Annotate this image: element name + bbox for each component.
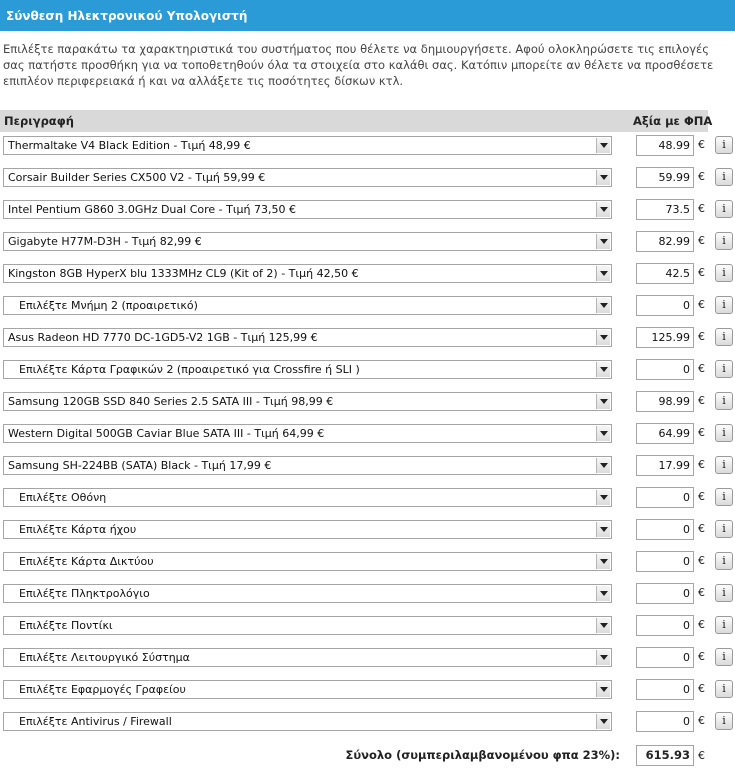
price-field: 64.99	[636, 423, 694, 444]
info-button[interactable]: i	[715, 296, 733, 314]
component-select-label: Corsair Builder Series CX500 V2 - Τιμή 59,99 €	[8, 171, 266, 184]
info-button[interactable]: i	[715, 328, 733, 346]
chevron-down-icon[interactable]	[596, 586, 610, 601]
currency-symbol: €	[698, 138, 705, 151]
info-button[interactable]: i	[715, 456, 733, 474]
component-select-label: Thermaltake V4 Black Edition - Τιμή 48,99 €	[8, 139, 251, 152]
component-select-label: Επιλέξτε Κάρτα Δικτύου	[19, 555, 154, 568]
component-select-label: Επιλέξτε Κάρτα Γραφικών 2 (προαιρετικό για Crossfire ή SLI )	[19, 363, 360, 376]
price-field: 17.99	[636, 455, 694, 476]
info-button[interactable]: i	[715, 424, 733, 442]
chevron-down-icon[interactable]	[596, 618, 610, 633]
currency-symbol: €	[698, 298, 705, 311]
component-row	[0, 581, 735, 613]
component-select[interactable]	[3, 200, 612, 219]
chevron-down-icon[interactable]	[596, 554, 610, 569]
currency-symbol: €	[698, 330, 705, 343]
component-row	[0, 229, 735, 261]
component-select-label: Επιλέξτε Οθόνη	[19, 491, 107, 504]
price-field: 59.99	[636, 167, 694, 188]
component-row	[0, 485, 735, 517]
chevron-down-icon[interactable]	[596, 298, 610, 313]
intro-text: Επιλέξτε παρακάτω τα χαρακτηριστικά του συστήματος που θέλετε να δημιουργήσετε. Αφού ολοκληρώσετε τις επιλογές σας πατήστε προσθήκη για να τοποθετηθούν όλα τα στοιχεία στο καλάθι σας. Κατόπιν μπορείτε αν θέλετε να προσθέσετε επιπλέον περιφερειακά ή και να αλλάξετε τις ποσότητες δίσκων κτλ.	[3, 42, 714, 88]
table-header-background	[0, 110, 708, 132]
chevron-down-icon[interactable]	[596, 234, 610, 249]
component-row	[0, 197, 735, 229]
info-button[interactable]: i	[715, 264, 733, 282]
component-row	[0, 613, 735, 645]
price-field: 0	[636, 295, 694, 316]
currency-symbol: €	[698, 714, 705, 727]
table-header	[0, 110, 735, 132]
price-field: 0	[636, 359, 694, 380]
chevron-down-icon[interactable]	[596, 714, 610, 729]
component-select-label: Επιλέξτε Εφαρμογές Γραφείου	[19, 683, 186, 696]
component-select[interactable]	[3, 616, 612, 635]
price-field: 0	[636, 679, 694, 700]
component-select[interactable]	[3, 392, 612, 411]
info-button[interactable]: i	[715, 584, 733, 602]
component-select[interactable]	[3, 552, 612, 571]
price-field: 73.5	[636, 199, 694, 220]
price-field: 0	[636, 711, 694, 732]
info-button[interactable]: i	[715, 200, 733, 218]
currency-symbol: €	[698, 618, 705, 631]
price-field: 0	[636, 615, 694, 636]
chevron-down-icon[interactable]	[596, 330, 610, 345]
price-field: 0	[636, 519, 694, 540]
currency-symbol: €	[698, 394, 705, 407]
price-field: 0	[636, 487, 694, 508]
total-label: Σύνολο (συμπεριλαμβανομένου φπα 23%):	[345, 748, 620, 762]
component-row	[0, 389, 735, 421]
chevron-down-icon[interactable]	[596, 522, 610, 537]
chevron-down-icon[interactable]	[596, 202, 610, 217]
currency-symbol: €	[698, 170, 705, 183]
page-title: Σύνθεση Ηλεκτρονικού Υπολογιστή	[0, 0, 735, 31]
currency-symbol: €	[698, 650, 705, 663]
total-row	[0, 743, 735, 768]
price-field: 0	[636, 583, 694, 604]
currency-symbol: €	[698, 202, 705, 215]
component-select-label: Samsung SH-224BB (SATA) Black - Τιμή 17,99 €	[8, 459, 272, 472]
component-row	[0, 261, 735, 293]
info-button[interactable]: i	[715, 712, 733, 730]
currency-symbol: €	[698, 426, 705, 439]
component-select-label: Επιλέξτε Κάρτα ήχου	[19, 523, 137, 536]
component-row	[0, 549, 735, 581]
component-select-label: Επιλέξτε Λειτουργικό Σύστημα	[19, 651, 190, 664]
component-select[interactable]	[3, 520, 612, 539]
chevron-down-icon[interactable]	[596, 490, 610, 505]
price-field: 48.99	[636, 135, 694, 156]
component-select[interactable]	[3, 328, 612, 347]
component-row	[0, 357, 735, 389]
currency-symbol: €	[698, 266, 705, 279]
info-button[interactable]: i	[715, 360, 733, 378]
currency-symbol: €	[698, 586, 705, 599]
component-select-label: Samsung 120GB SSD 840 Series 2.5 SATA III - Τιμή 98,99 €	[8, 395, 334, 408]
currency-symbol: €	[698, 234, 705, 247]
component-row	[0, 133, 735, 165]
component-row	[0, 677, 735, 709]
total-currency: €	[698, 749, 705, 762]
chevron-down-icon[interactable]	[596, 682, 610, 697]
header-value: Αξία με ΦΠΑ	[633, 114, 713, 128]
price-field: 0	[636, 551, 694, 572]
component-select-label: Επιλέξτε Μνήμη 2 (προαιρετικό)	[19, 299, 198, 312]
header-description: Περιγραφή	[4, 114, 74, 128]
component-row	[0, 453, 735, 485]
component-select-label: Western Digital 500GB Caviar Blue SATA III - Τιμή 64,99 €	[8, 427, 325, 440]
component-row	[0, 165, 735, 197]
price-field: 98.99	[636, 391, 694, 412]
price-field: 0	[636, 647, 694, 668]
component-select[interactable]	[3, 232, 612, 251]
component-select[interactable]	[3, 296, 612, 315]
price-field: 42.5	[636, 263, 694, 284]
info-button[interactable]: i	[715, 616, 733, 634]
currency-symbol: €	[698, 458, 705, 471]
component-select[interactable]	[3, 168, 612, 187]
component-select[interactable]	[3, 264, 612, 283]
info-button[interactable]: i	[715, 648, 733, 666]
info-button[interactable]: i	[715, 520, 733, 538]
total-value: 615.93	[636, 745, 694, 766]
currency-symbol: €	[698, 490, 705, 503]
component-row	[0, 293, 735, 325]
component-row	[0, 325, 735, 357]
info-button[interactable]: i	[715, 488, 733, 506]
component-row	[0, 645, 735, 677]
info-button[interactable]: i	[715, 168, 733, 186]
component-row	[0, 517, 735, 549]
component-select-label: Επιλέξτε Πληκτρολόγιο	[19, 587, 150, 600]
info-button[interactable]: i	[715, 392, 733, 410]
price-field: 82.99	[636, 231, 694, 252]
component-select[interactable]	[3, 488, 612, 507]
component-select-label: Intel Pentium G860 3.0GHz Dual Core - Τιμή 73,50 €	[8, 203, 297, 216]
component-row	[0, 421, 735, 453]
chevron-down-icon[interactable]	[596, 394, 610, 409]
chevron-down-icon[interactable]	[596, 138, 610, 153]
component-select-label: Επιλέξτε Ποντίκι	[19, 619, 113, 632]
chevron-down-icon[interactable]	[596, 426, 610, 441]
component-select[interactable]	[3, 456, 612, 475]
currency-symbol: €	[698, 554, 705, 567]
component-select-label: Gigabyte H77M-D3H - Τιμή 82,99 €	[8, 235, 202, 248]
component-select[interactable]	[3, 584, 612, 603]
component-select-label: Kingston 8GB HyperX blu 1333MHz CL9 (Kit of 2) - Τιμή 42,50 €	[8, 267, 359, 280]
chevron-down-icon[interactable]	[596, 650, 610, 665]
price-field: 125.99	[636, 327, 694, 348]
chevron-down-icon[interactable]	[596, 458, 610, 473]
component-select[interactable]	[3, 136, 612, 155]
currency-symbol: €	[698, 682, 705, 695]
info-button[interactable]: i	[715, 232, 733, 250]
info-button[interactable]: i	[715, 552, 733, 570]
component-select-label: Asus Radeon HD 7770 DC-1GD5-V2 1GB - Τιμή 125,99 €	[8, 331, 318, 344]
component-select-label: Επιλέξτε Antivirus / Firewall	[19, 715, 172, 728]
component-select[interactable]	[3, 648, 612, 667]
component-select[interactable]	[3, 424, 612, 443]
info-button[interactable]: i	[715, 136, 733, 154]
component-select[interactable]	[3, 680, 612, 699]
currency-symbol: €	[698, 522, 705, 535]
info-button[interactable]: i	[715, 680, 733, 698]
currency-symbol: €	[698, 362, 705, 375]
component-row	[0, 709, 735, 741]
component-select[interactable]	[3, 712, 612, 731]
chevron-down-icon[interactable]	[596, 266, 610, 281]
chevron-down-icon[interactable]	[596, 170, 610, 185]
component-select[interactable]	[3, 360, 612, 379]
chevron-down-icon[interactable]	[596, 362, 610, 377]
